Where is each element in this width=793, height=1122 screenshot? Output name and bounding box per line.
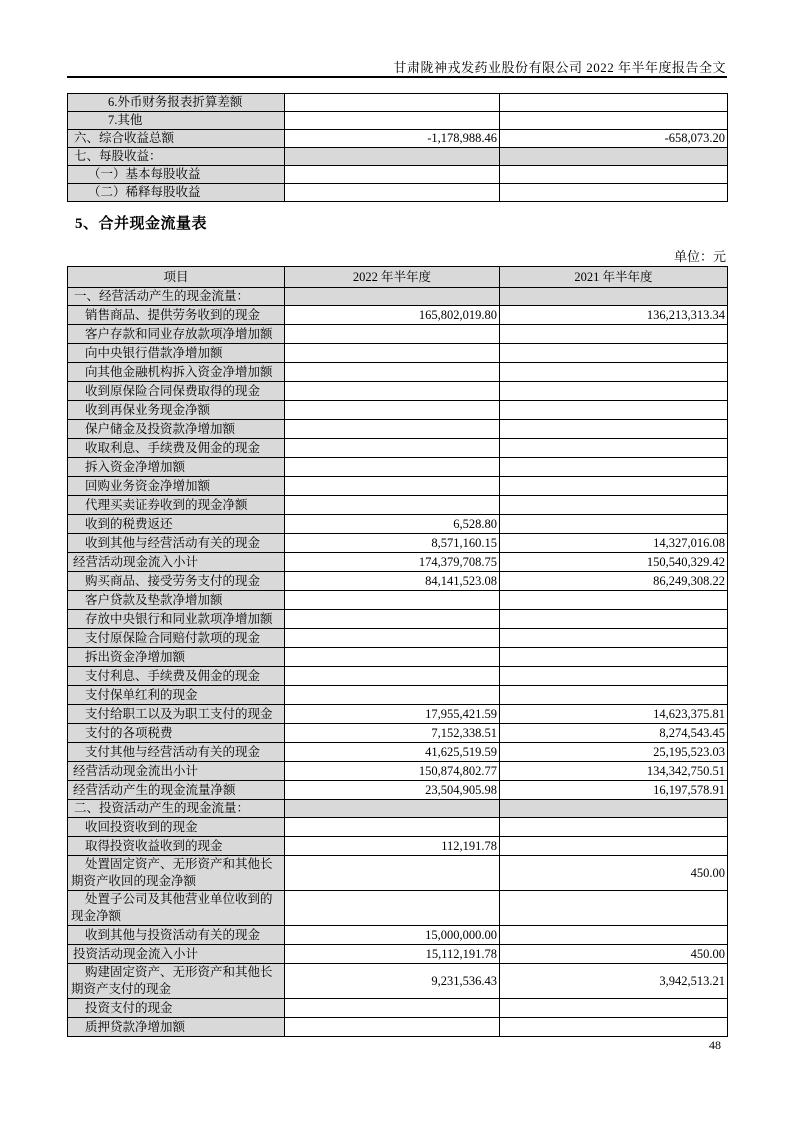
- table-row: [68, 130, 728, 148]
- table-header-row: [68, 267, 728, 288]
- table-row: [68, 800, 728, 818]
- row-value-2021: [500, 515, 728, 534]
- table-row: [68, 325, 728, 344]
- row-value-2021: 16,197,578.91: [500, 781, 728, 800]
- table-row: [68, 667, 728, 686]
- row-label: 收取利息、手续费及佣金的现金: [68, 439, 285, 458]
- row-value-2022: [285, 112, 500, 130]
- row-label: （二）稀释每股收益: [68, 184, 285, 202]
- row-value-2022: [285, 800, 500, 818]
- row-value-2021: 134,342,750.51: [500, 762, 728, 781]
- row-value-2021: 450.00: [500, 856, 728, 891]
- row-value-2021: [500, 458, 728, 477]
- row-value-2021: [500, 800, 728, 818]
- row-value-2021: [500, 184, 728, 202]
- row-value-2022: [285, 458, 500, 477]
- row-value-2022: 9,231,536.43: [285, 964, 500, 999]
- row-value-2022: 174,379,708.75: [285, 553, 500, 572]
- row-value-2021: [500, 891, 728, 926]
- row-label: 拆出资金净增加额: [68, 648, 285, 667]
- row-label: 支付保单红利的现金: [68, 686, 285, 705]
- row-label: 经营活动现金流出小计: [68, 762, 285, 781]
- table-row: [68, 112, 728, 130]
- row-value-2021: [500, 166, 728, 184]
- table-row: [68, 94, 728, 112]
- row-value-2021: [500, 420, 728, 439]
- row-label: 经营活动产生的现金流量净额: [68, 781, 285, 800]
- row-value-2022: 17,955,421.59: [285, 705, 500, 724]
- table-row: [68, 401, 728, 420]
- row-value-2022: [285, 629, 500, 648]
- table-row: [68, 648, 728, 667]
- row-value-2021: 450.00: [500, 945, 728, 964]
- row-value-2021: [500, 94, 728, 112]
- row-value-2022: [285, 382, 500, 401]
- row-value-2022: [285, 184, 500, 202]
- column-header-item: 项目: [68, 267, 285, 288]
- cash-flow-statement-table: [67, 266, 728, 1037]
- table-row: [68, 458, 728, 477]
- row-value-2021: 25,195,523.03: [500, 743, 728, 762]
- table-row: [68, 534, 728, 553]
- row-label: 六、综合收益总额: [68, 130, 285, 148]
- row-value-2022: [285, 591, 500, 610]
- table-row: [68, 629, 728, 648]
- row-value-2022: 7,152,338.51: [285, 724, 500, 743]
- page-header: 甘肃陇神戎发药业股份有限公司 2022 年半年度报告全文: [393, 60, 726, 75]
- row-value-2021: 14,623,375.81: [500, 705, 728, 724]
- row-label: 拆入资金净增加额: [68, 458, 285, 477]
- row-value-2022: -1,178,988.46: [285, 130, 500, 148]
- row-value-2022: [285, 496, 500, 515]
- table-row: [68, 818, 728, 837]
- row-value-2021: 86,249,308.22: [500, 572, 728, 591]
- row-label: 支付原保险合同赔付款项的现金: [68, 629, 285, 648]
- table-row: [68, 856, 728, 891]
- table-row: [68, 420, 728, 439]
- table-row: [68, 148, 728, 166]
- table-row: [68, 591, 728, 610]
- row-value-2022: [285, 288, 500, 306]
- table-row: [68, 705, 728, 724]
- row-value-2022: [285, 344, 500, 363]
- section-title: 5、合并现金流量表: [75, 216, 208, 232]
- table-row: [68, 496, 728, 515]
- table-row: [68, 610, 728, 629]
- table-row: [68, 837, 728, 856]
- table-row: [68, 515, 728, 534]
- row-label: 回购业务资金净增加额: [68, 477, 285, 496]
- row-value-2022: 6,528.80: [285, 515, 500, 534]
- row-value-2022: [285, 1018, 500, 1037]
- row-value-2021: [500, 477, 728, 496]
- table-row: [68, 743, 728, 762]
- row-label: 投资支付的现金: [68, 999, 285, 1018]
- row-value-2021: [500, 999, 728, 1018]
- row-value-2022: 41,625,519.59: [285, 743, 500, 762]
- row-value-2021: [500, 112, 728, 130]
- row-label: 销售商品、提供劳务收到的现金: [68, 306, 285, 325]
- row-value-2022: [285, 686, 500, 705]
- row-value-2021: 14,327,016.08: [500, 534, 728, 553]
- row-value-2022: [285, 94, 500, 112]
- row-label: 投资活动现金流入小计: [68, 945, 285, 964]
- row-value-2022: [285, 667, 500, 686]
- row-label: 取得投资收益收到的现金: [68, 837, 285, 856]
- page-number: 48: [709, 1038, 721, 1052]
- row-value-2022: [285, 325, 500, 344]
- row-value-2022: [285, 148, 500, 166]
- row-value-2021: [500, 591, 728, 610]
- row-label: 向其他金融机构拆入资金净增加额: [68, 363, 285, 382]
- row-value-2021: [500, 363, 728, 382]
- table-row: [68, 572, 728, 591]
- row-label: 客户存款和同业存放款项净增加额: [68, 325, 285, 344]
- row-label: 收到其他与投资活动有关的现金: [68, 926, 285, 945]
- row-label: 质押贷款净增加额: [68, 1018, 285, 1037]
- row-value-2021: 150,540,329.42: [500, 553, 728, 572]
- row-label: 七、每股收益：: [68, 148, 285, 166]
- row-value-2021: 8,274,543.45: [500, 724, 728, 743]
- table-row: [68, 926, 728, 945]
- row-label: 收到再保业务现金净额: [68, 401, 285, 420]
- row-label: 一、经营活动产生的现金流量：: [68, 288, 285, 306]
- row-value-2021: [500, 686, 728, 705]
- table-row: [68, 724, 728, 743]
- row-label: 支付给职工以及为职工支付的现金: [68, 705, 285, 724]
- row-value-2022: [285, 477, 500, 496]
- row-label: 购买商品、接受劳务支付的现金: [68, 572, 285, 591]
- row-label: 支付的各项税费: [68, 724, 285, 743]
- table-row: [68, 891, 728, 926]
- row-value-2022: 23,504,905.98: [285, 781, 500, 800]
- table-row: [68, 553, 728, 572]
- row-label: 收到的税费返还: [68, 515, 285, 534]
- row-value-2021: 136,213,313.34: [500, 306, 728, 325]
- row-value-2022: [285, 818, 500, 837]
- row-value-2021: [500, 629, 728, 648]
- table-row: [68, 363, 728, 382]
- table-row: [68, 762, 728, 781]
- row-label: 6.外币财务报表折算差额: [68, 94, 285, 112]
- income-statement-tail-table: [67, 93, 728, 202]
- row-value-2022: 112,191.78: [285, 837, 500, 856]
- table-row: [68, 306, 728, 325]
- row-value-2022: 15,000,000.00: [285, 926, 500, 945]
- row-label: 收回投资收到的现金: [68, 818, 285, 837]
- row-label: 支付利息、手续费及佣金的现金: [68, 667, 285, 686]
- column-header-2021: 2021 年半年度: [500, 267, 728, 288]
- row-label: 经营活动现金流入小计: [68, 553, 285, 572]
- row-label: 收到其他与经营活动有关的现金: [68, 534, 285, 553]
- row-value-2021: [500, 344, 728, 363]
- row-value-2021: [500, 648, 728, 667]
- row-value-2021: [500, 1018, 728, 1037]
- row-value-2022: [285, 891, 500, 926]
- row-value-2022: [285, 166, 500, 184]
- table-row: [68, 166, 728, 184]
- row-value-2021: [500, 496, 728, 515]
- row-value-2021: [500, 818, 728, 837]
- table-row: [68, 781, 728, 800]
- row-value-2021: [500, 610, 728, 629]
- row-value-2022: [285, 363, 500, 382]
- row-value-2021: 3,942,513.21: [500, 964, 728, 999]
- row-value-2022: 150,874,802.77: [285, 762, 500, 781]
- row-label: 客户贷款及垫款净增加额: [68, 591, 285, 610]
- row-value-2022: [285, 439, 500, 458]
- row-value-2022: [285, 610, 500, 629]
- row-value-2022: [285, 856, 500, 891]
- row-label: 处置固定资产、无形资产和其他长期资产收回的现金净额: [68, 856, 285, 891]
- row-value-2021: [500, 325, 728, 344]
- row-value-2021: [500, 439, 728, 458]
- row-value-2022: 84,141,523.08: [285, 572, 500, 591]
- row-value-2021: [500, 401, 728, 420]
- table-row: [68, 382, 728, 401]
- table-row: [68, 344, 728, 363]
- table-row: [68, 964, 728, 999]
- row-label: 支付其他与经营活动有关的现金: [68, 743, 285, 762]
- row-label: （一）基本每股收益: [68, 166, 285, 184]
- row-value-2021: [500, 926, 728, 945]
- row-value-2022: 8,571,160.15: [285, 534, 500, 553]
- table-row: [68, 945, 728, 964]
- row-value-2022: 165,802,019.80: [285, 306, 500, 325]
- row-label: 处置子公司及其他营业单位收到的现金净额: [68, 891, 285, 926]
- row-label: 向中央银行借款净增加额: [68, 344, 285, 363]
- row-label: 代理买卖证券收到的现金净额: [68, 496, 285, 515]
- row-value-2022: [285, 648, 500, 667]
- row-value-2021: [500, 382, 728, 401]
- table-row: [68, 477, 728, 496]
- table-row: [68, 686, 728, 705]
- row-label: 收到原保险合同保费取得的现金: [68, 382, 285, 401]
- row-value-2022: [285, 401, 500, 420]
- row-value-2021: [500, 837, 728, 856]
- row-value-2021: [500, 288, 728, 306]
- row-label: 购建固定资产、无形资产和其他长期资产支付的现金: [68, 964, 285, 999]
- row-value-2022: [285, 999, 500, 1018]
- column-header-2022: 2022 年半年度: [285, 267, 500, 288]
- row-value-2021: [500, 667, 728, 686]
- table-row: [68, 184, 728, 202]
- row-label: 二、投资活动产生的现金流量：: [68, 800, 285, 818]
- table-row: [68, 1018, 728, 1037]
- row-label: 7.其他: [68, 112, 285, 130]
- row-value-2021: -658,073.20: [500, 130, 728, 148]
- unit-label: 单位：元: [673, 249, 726, 264]
- table-row: [68, 439, 728, 458]
- table-row: [68, 999, 728, 1018]
- row-value-2021: [500, 148, 728, 166]
- row-value-2022: 15,112,191.78: [285, 945, 500, 964]
- table-row: [68, 288, 728, 306]
- row-label: 保户储金及投资款净增加额: [68, 420, 285, 439]
- row-value-2022: [285, 420, 500, 439]
- header-rule: [67, 76, 727, 78]
- row-label: 存放中央银行和同业款项净增加额: [68, 610, 285, 629]
